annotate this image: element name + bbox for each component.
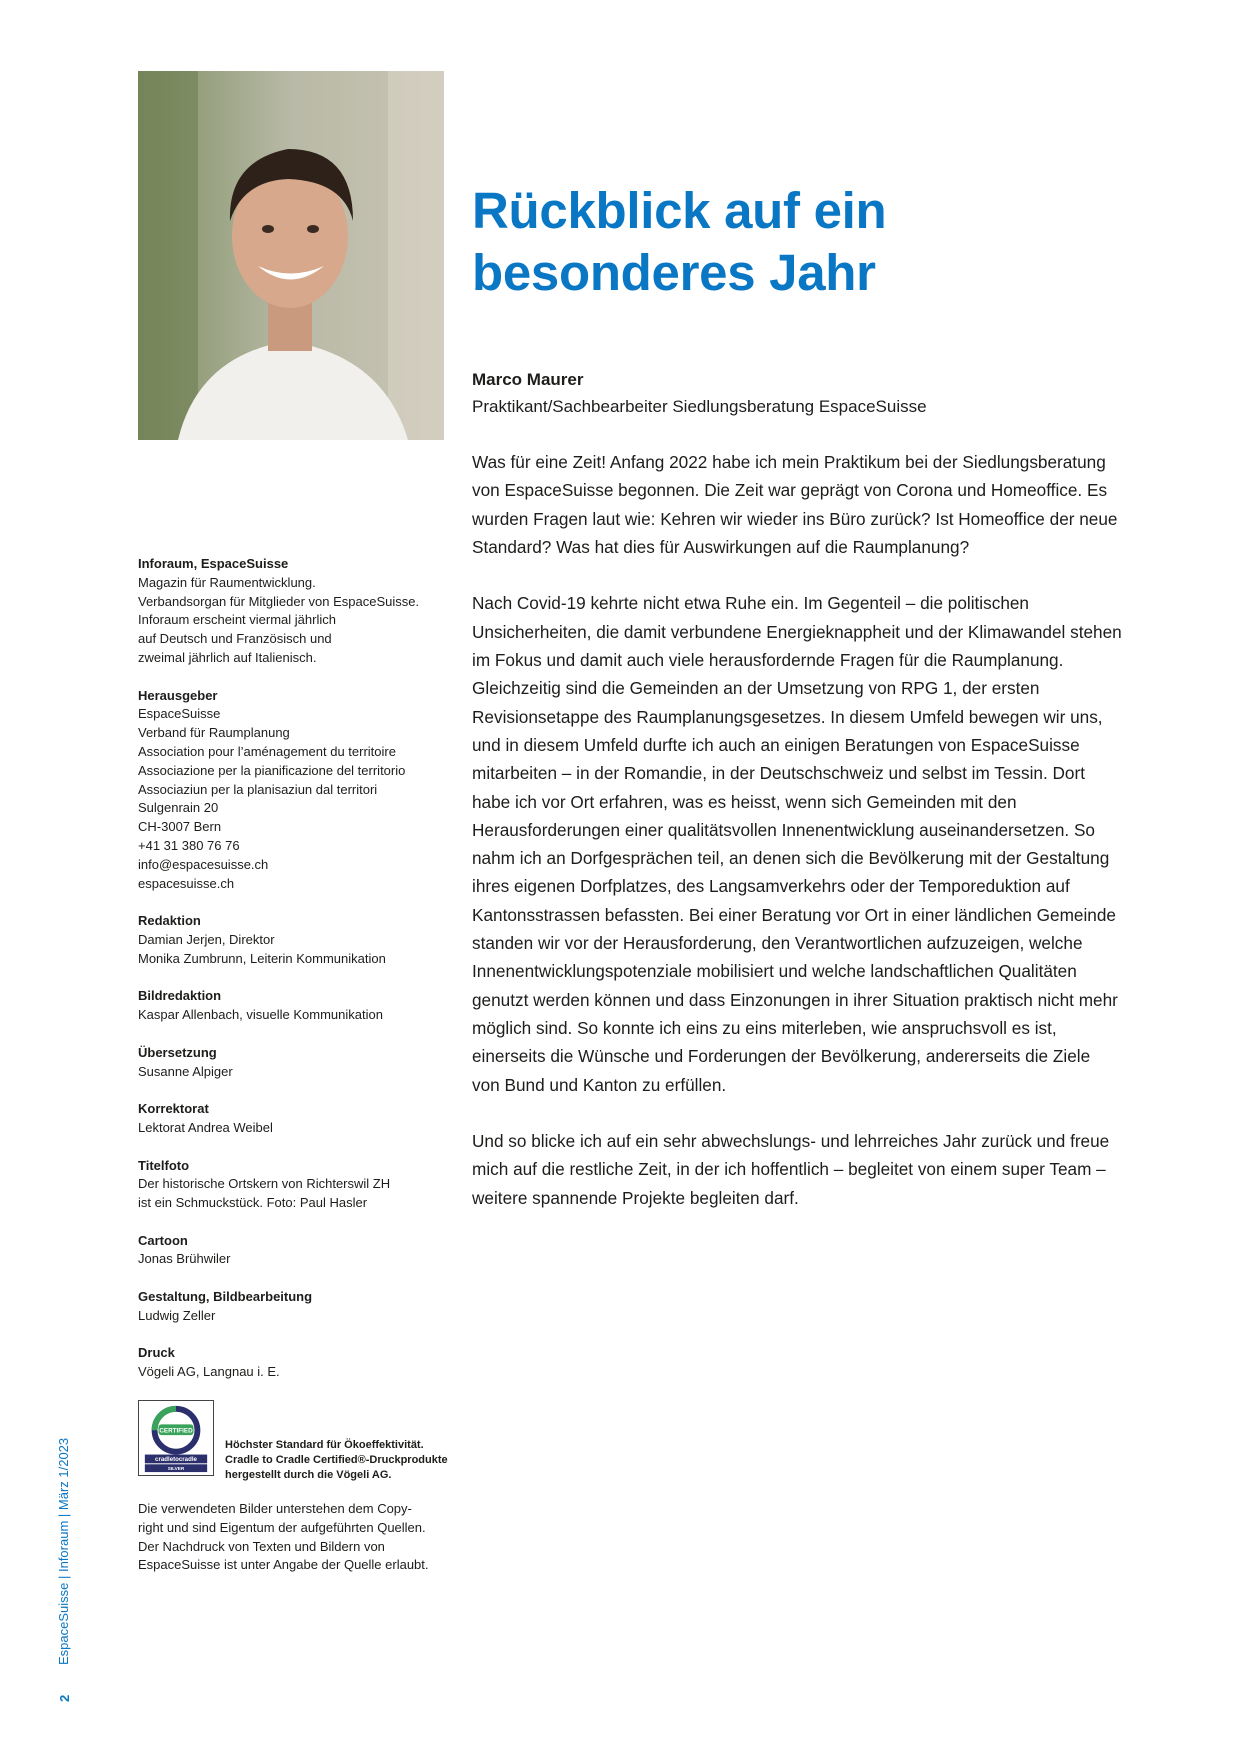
imprint-line: EspaceSuisse bbox=[138, 706, 221, 722]
imprint-line: Damian Jerjen, Direktor bbox=[138, 931, 275, 947]
imprint-line: ist ein Schmuckstück. Foto: Paul Hasler bbox=[138, 1195, 368, 1211]
phone-number: +41 31 380 76 76 bbox=[138, 837, 240, 853]
copyright-line: EspaceSuisse ist unter Angabe der Quelle erlaubt. bbox=[138, 1557, 429, 1573]
imprint-line: Associaziun per la planisaziun dal territori bbox=[138, 781, 378, 797]
email-link[interactable]: info@espacesuisse.ch bbox=[138, 856, 269, 872]
imprint-proofreading bbox=[138, 1100, 448, 1138]
imprint-line: zweimal jährlich auf Italienisch. bbox=[138, 649, 317, 665]
paragraph-3: Und so blicke ich auf ein sehr abwechslungs- und lehrreiches Jahr zurück und freue mich auf die restliche Zeit, in der ich hoffentlich – begleitet von einem super Team – weitere spannende Projekte begleiten darf. bbox=[472, 1131, 1110, 1208]
copyright-line: Der Nachdruck von Texten und Bildern von bbox=[138, 1538, 385, 1554]
section-heading: Bildredaktion bbox=[138, 988, 222, 1004]
section-heading: Druck bbox=[138, 1345, 175, 1361]
author-block bbox=[472, 366, 1172, 420]
paragraph-2: Nach Covid-19 kehrte nicht etwa Ruhe ein. Im Gegenteil – die politischen Unsicherheiten, die damit verbundene Energieknappheit und der Klimawandel stehen im Fokus und damit auch viele herausfordernde Fragen für die Raumplanung. Gleichzeitig sind die Gemeinden an der Umsetzung von RPG 1, der ersten Revisionsetappe des Raumplanungsgesetzes. In diesem Umfeld bewegen wir uns, und in diesem Umfeld durfte ich auch an einigen Beratungen von EspaceSuisse mitarbeiten – in der Romandie, in der Deutschschweiz und selbst im Tessin. Dort habe ich vor Ort erfahren, was es heisst, wenn sich Gemeinden mit den Herausforderungen einer qualitätsvollen Innenentwicklung auseinandersetzen. So nahm ich an Dorfgesprächen teil, an denen sich die Bevölkerung mit der Gestaltung ihres eigenen Dorfplatzes, des Langsamverkehrs oder der Temporeduktion auf Kantonsstrassen befassten. Bei einer Beratung vor Ort in einer ländlichen Gemeinde standen wir vor der Herausforderung, den Verantwortlichen aufzuzeigen, welche Innenentwicklungspotenziale mobilisiert und welche landschaftlichen Qualitäten genutzt werden können und dass Einzonungen in ihrer Situation praktisch nicht mehr möglich sind. So konnte ich eins zu eins miterleben, wie anspruchsvoll es ist, einerseits die Wünsche und Forderungen der Bevölkerung, andererseits die Ziele von Bund und Kanton zu erfüllen. bbox=[472, 593, 1122, 1095]
imprint-cartoon bbox=[138, 1232, 448, 1270]
badge-top-text: CERTIFIED bbox=[159, 1427, 193, 1435]
author-photo bbox=[138, 71, 444, 440]
title-line-1: Rückblick auf ein bbox=[472, 182, 887, 239]
section-heading: Korrektorat bbox=[138, 1101, 209, 1117]
copyright-line: Die verwendeten Bilder unterstehen dem Copy- bbox=[138, 1501, 412, 1516]
copyright-notice bbox=[138, 1500, 448, 1575]
imprint-line: Der historische Ortskern von Richterswil ZH bbox=[138, 1176, 391, 1192]
imprint-line: Sulgenrain 20 bbox=[138, 800, 219, 816]
author-role: Praktikant/Sachbearbeiter Siedlungsberatung EspaceSuisse bbox=[472, 397, 927, 416]
section-heading: Inforaum, EspaceSuisse bbox=[138, 556, 289, 571]
badge-level-text: SILVER bbox=[167, 1466, 185, 1472]
article-title bbox=[472, 180, 1172, 304]
section-heading: Übersetzung bbox=[138, 1044, 217, 1060]
imprint-line: Susanne Alpiger bbox=[138, 1063, 233, 1079]
page-number: 2 bbox=[57, 1694, 72, 1702]
section-heading: Redaktion bbox=[138, 913, 201, 929]
imprint-line: auf Deutsch und Französisch und bbox=[138, 631, 332, 647]
imprint-line: Jonas Brühwiler bbox=[138, 1251, 231, 1267]
author-name: Marco Maurer bbox=[472, 370, 584, 389]
imprint-editorial bbox=[138, 912, 448, 968]
portrait-illustration bbox=[138, 71, 444, 440]
article-body bbox=[472, 448, 1122, 1240]
imprint-publisher bbox=[138, 687, 448, 894]
running-title: EspaceSuisse | Inforaum | März 1/2023 bbox=[56, 1437, 71, 1665]
certified-badge-icon bbox=[139, 1401, 213, 1475]
cert-line: Cradle to Cradle Certified®-Druckprodukte bbox=[225, 1454, 448, 1466]
imprint bbox=[138, 555, 448, 1401]
imprint-line: Vögeli AG, Langnau i. E. bbox=[138, 1364, 280, 1380]
certification-text bbox=[225, 1438, 455, 1483]
imprint-line: Inforaum erscheint viermal jährlich bbox=[138, 612, 336, 628]
certification-block bbox=[138, 1400, 448, 1480]
cradle-to-cradle-logo bbox=[138, 1400, 214, 1476]
cert-line: hergestellt durch die Vögeli AG. bbox=[225, 1469, 392, 1481]
badge-bottom-text: cradletocradle bbox=[155, 1455, 197, 1463]
imprint-line: Associazione per la pianificazione del territorio bbox=[138, 762, 406, 778]
imprint-line: Association pour l’aménagement du territoire bbox=[138, 743, 396, 759]
imprint-design bbox=[138, 1288, 448, 1326]
imprint-translation bbox=[138, 1044, 448, 1082]
imprint-photo-editing bbox=[138, 987, 448, 1025]
imprint-line: Kaspar Allenbach, visuelle Kommunikation bbox=[138, 1007, 383, 1023]
imprint-line: CH-3007 Bern bbox=[138, 819, 222, 835]
imprint-line: Ludwig Zeller bbox=[138, 1307, 216, 1323]
imprint-line: Verbandsorgan für Mitglieder von EspaceSuisse. bbox=[138, 593, 420, 609]
title-line-2: besonderes Jahr bbox=[472, 244, 876, 301]
imprint-line: Monika Zumbrunn, Leiterin Kommunikation bbox=[138, 950, 386, 966]
imprint-line: Verband für Raumplanung bbox=[138, 725, 290, 741]
section-heading: Herausgeber bbox=[138, 687, 218, 703]
imprint-print bbox=[138, 1344, 448, 1382]
cert-line: Höchster Standard für Ökoeffektivität. bbox=[225, 1439, 424, 1451]
website-link[interactable]: espacesuisse.ch bbox=[138, 875, 235, 891]
section-heading: Gestaltung, Bildbearbeitung bbox=[138, 1289, 313, 1305]
imprint-line: Lektorat Andrea Weibel bbox=[138, 1119, 273, 1135]
copyright-line: right und sind Eigentum der aufgeführten Quellen. bbox=[138, 1519, 426, 1535]
section-heading: Cartoon bbox=[138, 1232, 188, 1248]
imprint-magazine bbox=[138, 555, 448, 668]
imprint-line: Magazin für Raumentwicklung. bbox=[138, 574, 316, 590]
section-heading: Titelfoto bbox=[138, 1157, 190, 1173]
paragraph-1: Was für eine Zeit! Anfang 2022 habe ich mein Praktikum bei der Siedlungsberatung von EspaceSuisse begonnen. Die Zeit war geprägt von Corona und Homeoffice. Es wurden Fragen laut wie: Kehren wir wieder ins Büro zurück? Ist Homeoffice der neue Standard? Was hat dies für Auswirkungen auf die Raumplanung? bbox=[472, 452, 1118, 557]
imprint-cover bbox=[138, 1157, 448, 1213]
